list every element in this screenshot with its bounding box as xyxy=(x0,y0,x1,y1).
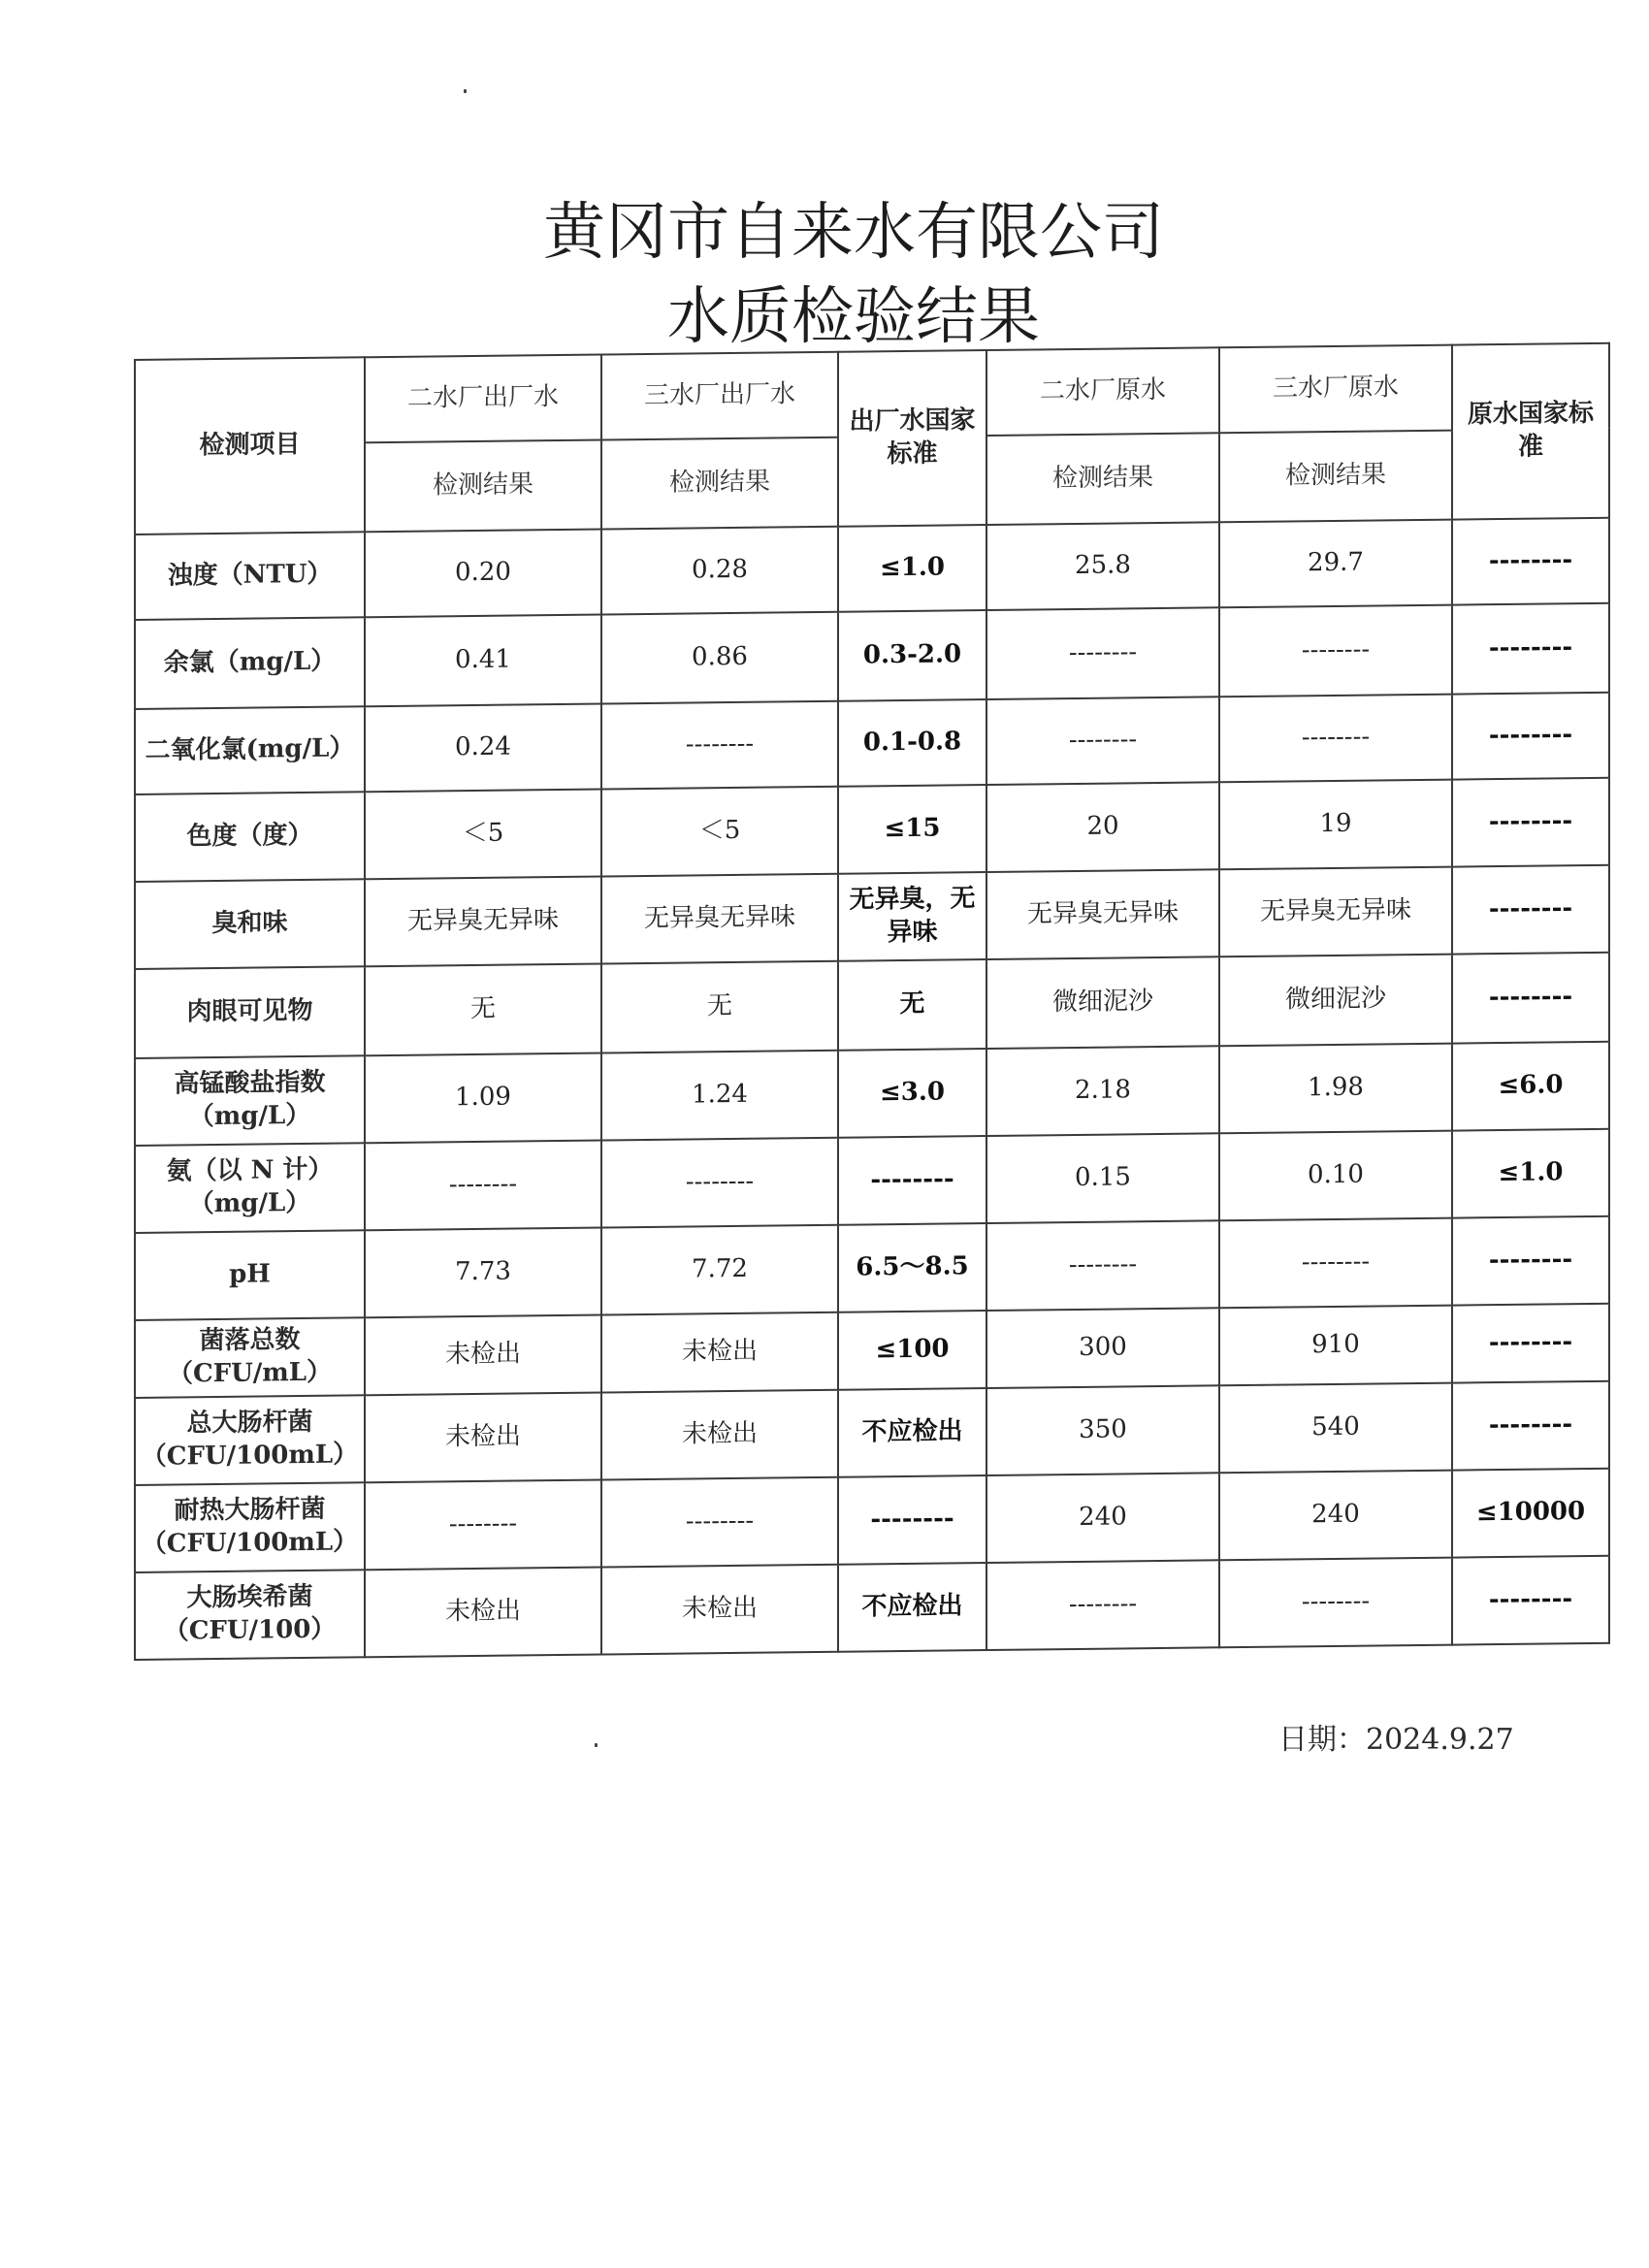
cell-plant3-raw: 540 xyxy=(1219,1383,1452,1474)
cell-plant2-outlet: 无异臭无异味 xyxy=(365,877,601,967)
cell-outlet-standard: -------- xyxy=(838,1136,986,1225)
table-row xyxy=(135,778,1609,882)
cell-outlet-standard: 无 xyxy=(838,959,986,1051)
cell-raw-standard: -------- xyxy=(1452,1304,1609,1383)
cell-plant3-outlet: -------- xyxy=(601,1477,838,1568)
cell-raw-standard: -------- xyxy=(1452,693,1609,780)
header-raw-standard: 原水国家标准 xyxy=(1452,343,1609,520)
cell-outlet-standard: -------- xyxy=(838,1475,986,1565)
table-row xyxy=(135,953,1609,1058)
cell-plant3-raw: 240 xyxy=(1219,1471,1452,1561)
cell-plant3-raw: 无异臭无异味 xyxy=(1219,867,1452,957)
cell-raw-standard: -------- xyxy=(1452,1216,1609,1306)
table-row xyxy=(135,693,1609,794)
cell-plant2-outlet: 7.73 xyxy=(365,1228,601,1318)
cell-outlet-standard: 0.3-2.0 xyxy=(838,610,986,701)
cell-plant3-outlet: -------- xyxy=(601,1138,838,1228)
row-item-label: 肉眼可见物 xyxy=(135,966,365,1058)
cell-plant2-raw: 微细泥沙 xyxy=(986,956,1219,1049)
subheader-result: 检测结果 xyxy=(986,433,1219,525)
cell-outlet-standard: 0.1-0.8 xyxy=(838,699,986,787)
row-item-label: 氨（以 N 计）（mg/L） xyxy=(135,1143,365,1233)
scan-speck xyxy=(464,89,467,93)
cell-plant2-outlet: 未检出 xyxy=(365,1568,601,1658)
header-plant3-raw: 三水厂原水 xyxy=(1219,345,1452,434)
cell-outlet-standard: ≤100 xyxy=(838,1311,986,1390)
cell-plant3-outlet: 1.24 xyxy=(601,1051,838,1141)
cell-plant3-raw: -------- xyxy=(1219,695,1452,783)
cell-raw-standard: -------- xyxy=(1452,603,1609,695)
cell-plant3-outlet: ＜5 xyxy=(601,787,838,877)
cell-plant3-raw: 910 xyxy=(1219,1306,1452,1386)
cell-plant3-raw: 29.7 xyxy=(1219,520,1452,608)
cell-plant2-raw: -------- xyxy=(986,697,1219,785)
table-row xyxy=(135,1469,1609,1572)
cell-plant2-raw: 25.8 xyxy=(986,522,1219,610)
row-item-label: 菌落总数（CFU/mL） xyxy=(135,1317,365,1398)
cell-plant2-outlet: 0.24 xyxy=(365,704,601,793)
cell-plant2-outlet: 0.20 xyxy=(365,530,601,618)
cell-plant2-outlet: 1.09 xyxy=(365,1053,601,1144)
cell-raw-standard: ≤10000 xyxy=(1452,1469,1609,1558)
cell-plant3-raw: -------- xyxy=(1219,1218,1452,1309)
cell-plant2-raw: -------- xyxy=(986,1220,1219,1311)
cell-plant3-outlet: 0.28 xyxy=(601,527,838,615)
table-row xyxy=(135,1556,1609,1660)
cell-raw-standard: ≤6.0 xyxy=(1452,1042,1609,1131)
subheader-result: 检测结果 xyxy=(1219,431,1452,523)
cell-plant2-outlet: ＜5 xyxy=(365,790,601,880)
row-item-label: 二氧化氯(mg/L） xyxy=(135,706,365,794)
subheader-result: 检测结果 xyxy=(365,440,601,533)
table-row xyxy=(135,603,1609,709)
header-plant2-raw: 二水厂原水 xyxy=(986,347,1219,436)
results-table xyxy=(134,342,1610,1661)
cell-plant2-raw: -------- xyxy=(986,1560,1219,1650)
cell-outlet-standard: 不应检出 xyxy=(838,1563,986,1652)
cell-plant2-raw: 240 xyxy=(986,1473,1219,1563)
cell-plant2-outlet: -------- xyxy=(365,1480,601,1571)
row-item-label: 臭和味 xyxy=(135,879,365,969)
row-item-label: 总大肠杆菌（CFU/100mL） xyxy=(135,1395,365,1485)
cell-plant2-outlet: 0.41 xyxy=(365,615,601,707)
subheader-result: 检测结果 xyxy=(601,437,838,530)
cell-plant2-outlet: -------- xyxy=(365,1141,601,1231)
header-item: 检测项目 xyxy=(135,357,365,535)
cell-raw-standard: -------- xyxy=(1452,1381,1609,1471)
row-item-label: 大肠埃希菌（CFU/100） xyxy=(135,1570,365,1660)
cell-raw-standard: -------- xyxy=(1452,1556,1609,1645)
cell-outlet-standard: 无异臭，无异味 xyxy=(838,872,986,961)
table-header-row xyxy=(135,343,1609,445)
cell-plant2-outlet: 无 xyxy=(365,964,601,1056)
cell-plant3-outlet: 未检出 xyxy=(601,1312,838,1393)
cell-outlet-standard: ≤3.0 xyxy=(838,1049,986,1138)
company-title: 黄冈市自来水有限公司 xyxy=(543,197,1164,269)
cell-outlet-standard: 6.5～8.5 xyxy=(838,1223,986,1312)
document-subtitle: 水质检验结果 xyxy=(667,281,1040,353)
cell-plant2-raw: -------- xyxy=(986,607,1219,699)
row-item-label: 色度（度） xyxy=(135,792,365,882)
table-row xyxy=(135,1381,1609,1485)
row-item-label: 浊度（NTU） xyxy=(135,532,365,620)
results-table-wrapper xyxy=(134,342,1608,1661)
cell-plant2-raw: 20 xyxy=(986,782,1219,872)
cell-raw-standard: -------- xyxy=(1452,953,1609,1044)
row-item-label: pH xyxy=(135,1230,365,1320)
header-plant3-outlet: 三水厂出厂水 xyxy=(601,352,838,440)
cell-plant3-raw: 1.98 xyxy=(1219,1044,1452,1134)
cell-plant3-outlet: 无 xyxy=(601,961,838,1053)
cell-raw-standard: -------- xyxy=(1452,778,1609,867)
cell-plant3-outlet: 未检出 xyxy=(601,1565,838,1655)
cell-outlet-standard: ≤15 xyxy=(838,785,986,874)
cell-plant2-raw: 300 xyxy=(986,1308,1219,1388)
cell-plant3-outlet: 无异臭无异味 xyxy=(601,874,838,964)
scan-speck xyxy=(595,1743,598,1747)
cell-plant2-raw: 350 xyxy=(986,1385,1219,1475)
cell-raw-standard: -------- xyxy=(1452,865,1609,955)
cell-plant3-raw: -------- xyxy=(1219,1558,1452,1648)
row-item-label: 余氯（mg/L） xyxy=(135,617,365,709)
cell-plant3-raw: -------- xyxy=(1219,605,1452,697)
header-plant2-outlet: 二水厂出厂水 xyxy=(365,355,601,443)
row-item-label: 高锰酸盐指数（mg/L） xyxy=(135,1055,365,1146)
cell-plant2-raw: 2.18 xyxy=(986,1046,1219,1136)
cell-plant2-outlet: 未检出 xyxy=(365,1315,601,1396)
cell-plant2-outlet: 未检出 xyxy=(365,1393,601,1483)
cell-raw-standard: -------- xyxy=(1452,518,1609,605)
report-date: 日期：2024.9.27 xyxy=(1278,1723,1514,1757)
cell-plant3-raw: 微细泥沙 xyxy=(1219,955,1452,1047)
table-row xyxy=(135,1129,1609,1233)
cell-plant3-outlet: 未检出 xyxy=(601,1390,838,1480)
table-row xyxy=(135,865,1609,969)
cell-plant3-raw: 19 xyxy=(1219,780,1452,870)
cell-raw-standard: ≤1.0 xyxy=(1452,1129,1609,1218)
cell-plant3-outlet: -------- xyxy=(601,701,838,790)
row-item-label: 耐热大肠杆菌（CFU/100mL） xyxy=(135,1482,365,1572)
cell-plant3-raw: 0.10 xyxy=(1219,1131,1452,1221)
cell-plant2-raw: 无异臭无异味 xyxy=(986,869,1219,959)
cell-outlet-standard: ≤1.0 xyxy=(838,525,986,612)
cell-plant3-outlet: 7.72 xyxy=(601,1225,838,1315)
cell-plant3-outlet: 0.86 xyxy=(601,612,838,704)
table-row xyxy=(135,1216,1609,1320)
table-row xyxy=(135,518,1609,620)
header-outlet-standard: 出厂水国家标准 xyxy=(838,350,986,527)
cell-outlet-standard: 不应检出 xyxy=(838,1388,986,1477)
cell-plant2-raw: 0.15 xyxy=(986,1133,1219,1223)
table-row xyxy=(135,1042,1609,1146)
